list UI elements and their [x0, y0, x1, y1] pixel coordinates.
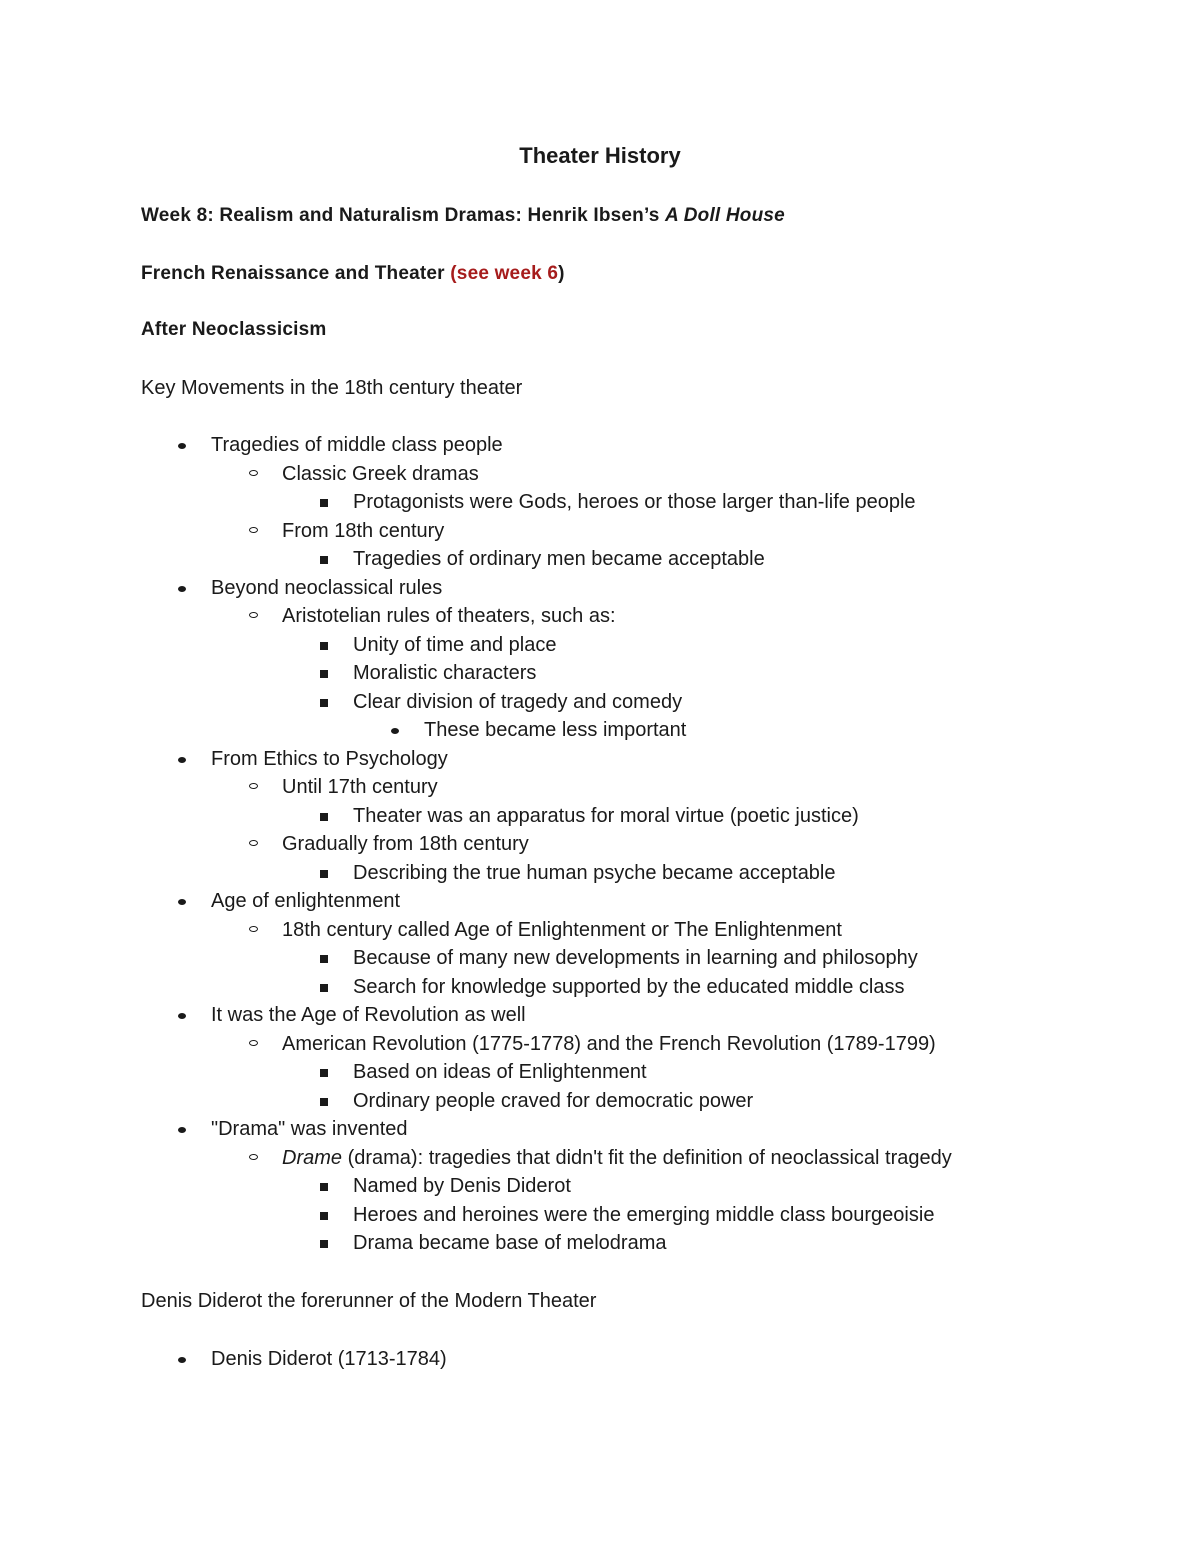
square-bullet-icon — [320, 813, 328, 821]
list-item-text: Ordinary people craved for democratic power — [353, 1089, 754, 1112]
square-bullet-icon — [320, 670, 328, 678]
paren-open: ( — [450, 263, 457, 284]
week-heading — [141, 204, 785, 228]
square-bullet-icon — [320, 699, 328, 707]
list-item-text: Tragedies of middle class people — [211, 434, 503, 456]
square-bullet-icon — [320, 1098, 328, 1106]
disc-bullet-icon — [391, 728, 399, 734]
disc-bullet-icon — [178, 586, 186, 592]
square-bullet-icon — [320, 1183, 328, 1191]
disc-bullet-icon — [178, 899, 186, 905]
key-movements-paragraph: Key Movements in the 18th century theater — [141, 377, 523, 399]
list-item-text: From 18th century — [282, 519, 445, 542]
list-item-text: Beyond neoclassical rules — [211, 576, 443, 599]
list-item-text: Theater was an apparatus for moral virtue (poetic justice) — [353, 804, 859, 827]
see-week-link[interactable]: see week 6 — [456, 263, 559, 284]
list-item-text: Protagonists were Gods, heroes or those larger than-life people — [353, 491, 916, 513]
disc-bullet-icon — [178, 443, 186, 449]
circle-bullet-icon — [249, 470, 258, 476]
list-item-text: Denis Diderot (1713-1784) — [211, 1348, 447, 1370]
french-heading-text: French Renaissance and Theater — [141, 263, 451, 284]
list-item-text: Aristotelian rules of theaters, such as: — [282, 605, 616, 627]
square-bullet-icon — [320, 870, 328, 878]
list-item-text: It was the Age of Revolution as well — [211, 1004, 526, 1026]
list-item-text: Moralistic characters — [353, 662, 537, 684]
list-item-rest: (drama): tragedies that didn't fit the definition of neoclassical tragedy — [342, 1146, 952, 1169]
list-item-text: Heroes and heroines were the emerging middle class bourgeoisie — [353, 1203, 935, 1226]
disc-bullet-icon — [178, 1013, 186, 1019]
square-bullet-icon — [320, 1069, 328, 1077]
list-item-text — [282, 1146, 952, 1170]
french-renaissance-heading — [141, 262, 565, 286]
disc-bullet-icon — [178, 757, 186, 763]
list-item-text: Gradually from 18th century — [282, 833, 529, 855]
list-item-text: Search for knowledge supported by the educated middle class — [353, 975, 905, 998]
list-item-text: Classic Greek dramas — [282, 462, 479, 485]
circle-bullet-icon — [249, 926, 258, 932]
list-item-text: Tragedies of ordinary men became acceptable — [353, 548, 765, 570]
disc-bullet-icon — [178, 1357, 186, 1363]
diderot-paragraph: Denis Diderot the forerunner of the Modern Theater — [141, 1290, 597, 1312]
list-item-text: Until 17th century — [282, 776, 438, 798]
list-item-text: Based on ideas of Enlightenment — [353, 1061, 647, 1083]
square-bullet-icon — [320, 1240, 328, 1248]
circle-bullet-icon — [249, 1040, 258, 1046]
square-bullet-icon — [320, 642, 328, 650]
circle-bullet-icon — [249, 783, 258, 789]
list-item-text: From Ethics to Psychology — [211, 747, 448, 770]
square-bullet-icon — [320, 556, 328, 564]
list-item-text: American Revolution (1775-1778) and the French Revolution (1789-1799) — [282, 1032, 936, 1055]
paren-close: ) — [558, 263, 565, 284]
circle-bullet-icon — [249, 612, 258, 618]
list-item-text: 18th century called Age of Enlightenment or The Enlightenment — [282, 918, 842, 941]
disc-bullet-icon — [178, 1127, 186, 1133]
after-neoclassicism-heading: After Neoclassicism — [141, 319, 327, 340]
list-item-text: Because of many new developments in learning and philosophy — [353, 947, 918, 969]
list-item-text: Describing the true human psyche became acceptable — [353, 861, 836, 884]
list-item-text: Drama became base of melodrama — [353, 1232, 667, 1254]
square-bullet-icon — [320, 955, 328, 963]
circle-bullet-icon — [249, 840, 258, 846]
list-item-text: Age of enlightenment — [211, 890, 401, 912]
list-item-text: "Drama" was invented — [211, 1118, 408, 1140]
square-bullet-icon — [320, 1212, 328, 1220]
week-heading-text: Week 8: Realism and Naturalism Dramas: Henrik Ibsen’s — [141, 205, 666, 226]
play-title: A Doll House — [665, 205, 785, 226]
square-bullet-icon — [320, 499, 328, 507]
list-item-text: These became less important — [424, 719, 687, 741]
list-item-text: Clear division of tragedy and comedy — [353, 690, 683, 713]
list-item-italic: Drame — [282, 1146, 343, 1169]
document-title: Theater History — [519, 143, 681, 168]
circle-bullet-icon — [249, 527, 258, 533]
list-item-text: Unity of time and place — [353, 633, 557, 656]
square-bullet-icon — [320, 984, 328, 992]
list-item-text: Named by Denis Diderot — [353, 1175, 571, 1197]
circle-bullet-icon — [249, 1154, 258, 1160]
